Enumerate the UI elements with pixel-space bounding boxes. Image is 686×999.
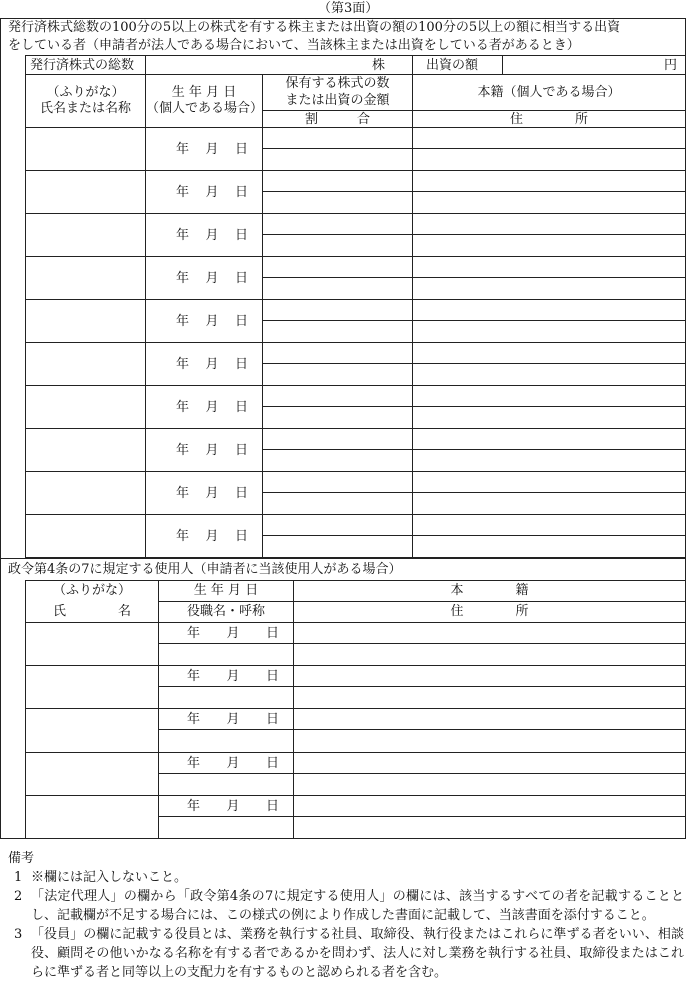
shares-amount-field[interactable] xyxy=(263,386,412,406)
col-dob-note: （個人である場合） xyxy=(146,101,264,116)
domicile-field[interactable] xyxy=(413,429,685,449)
col2-position: 役職名・呼称 xyxy=(186,604,265,619)
col2-domicile: 本 籍 xyxy=(450,583,529,598)
note-number: 3 xyxy=(14,927,23,942)
col-dob: 生 年 月 日 xyxy=(171,85,237,100)
note-item xyxy=(8,925,684,982)
shares-amount-field[interactable] xyxy=(263,472,412,492)
shareholder-name-field[interactable] xyxy=(26,386,145,428)
col-ratio: 割 合 xyxy=(304,112,370,127)
domicile-field[interactable] xyxy=(413,300,685,320)
employee-address-field[interactable] xyxy=(294,644,685,664)
col-address: 住 所 xyxy=(509,112,588,127)
shareholder-dob[interactable]: 年 月 日 xyxy=(176,486,248,501)
shareholder-dob[interactable]: 年 月 日 xyxy=(176,400,248,415)
shares-amount-field[interactable] xyxy=(263,214,412,234)
employee-domicile-field[interactable] xyxy=(294,796,685,816)
shareholder-dob[interactable]: 年 月 日 xyxy=(176,271,248,286)
domicile-field[interactable] xyxy=(413,343,685,363)
employee-dob[interactable]: 年 月 日 xyxy=(187,799,279,814)
ratio-field[interactable] xyxy=(263,192,412,212)
col-domicile: 本籍（個人である場合） xyxy=(477,85,621,100)
shareholder-name-field[interactable] xyxy=(26,128,145,170)
col-furigana: （ふりがな） xyxy=(46,85,125,100)
domicile-field[interactable] xyxy=(413,128,685,148)
employee-position-field[interactable] xyxy=(159,730,293,750)
col-shares-amount: または出資の金額 xyxy=(285,93,390,108)
address-field[interactable] xyxy=(413,149,685,169)
employee-dob[interactable]: 年 月 日 xyxy=(187,756,279,771)
note-number: 2 xyxy=(14,889,23,904)
employee-address-field[interactable] xyxy=(294,730,685,750)
address-field[interactable] xyxy=(413,235,685,255)
page-label: （第3面） xyxy=(318,1,379,16)
note-text: 「法定代理人」の欄から「政令第4条の7に規定する使用人」の欄には、該当するすべての者を記載することとし、記載欄が不足する場合には、この様式の例により作成した書面に記載して、当該書面を添付すること。 xyxy=(31,889,684,923)
ratio-field[interactable] xyxy=(263,364,412,384)
section2-title: 政令第4条の7に規定する使用人（申請者に当該使用人がある場合） xyxy=(8,562,402,577)
address-field[interactable] xyxy=(413,536,685,556)
domicile-field[interactable] xyxy=(413,257,685,277)
shareholder-name-field[interactable] xyxy=(26,214,145,256)
total-shares-label: 発行済株式の総数 xyxy=(30,58,135,73)
shareholder-dob[interactable]: 年 月 日 xyxy=(176,185,248,200)
domicile-field[interactable] xyxy=(413,214,685,234)
col-shares: 保有する株式の数 xyxy=(285,76,390,91)
shareholder-name-field[interactable] xyxy=(26,171,145,213)
shares-amount-field[interactable] xyxy=(263,515,412,535)
ratio-field[interactable] xyxy=(263,278,412,298)
shareholder-name-field[interactable] xyxy=(26,472,145,514)
shareholder-name-field[interactable] xyxy=(26,300,145,342)
employee-domicile-field[interactable] xyxy=(294,623,685,643)
shares-amount-field[interactable] xyxy=(263,343,412,363)
ratio-field[interactable] xyxy=(263,493,412,513)
shareholder-name-field[interactable] xyxy=(26,343,145,385)
shares-amount-field[interactable] xyxy=(263,429,412,449)
shares-amount-field[interactable] xyxy=(263,300,412,320)
shareholder-dob[interactable]: 年 月 日 xyxy=(176,314,248,329)
employee-domicile-field[interactable] xyxy=(294,753,685,773)
shareholder-dob[interactable]: 年 月 日 xyxy=(176,142,248,157)
address-field[interactable] xyxy=(413,493,685,513)
ratio-field[interactable] xyxy=(263,321,412,341)
notes xyxy=(8,849,684,982)
ratio-field[interactable] xyxy=(263,149,412,169)
note-item xyxy=(8,887,684,925)
shareholder-dob[interactable]: 年 月 日 xyxy=(176,357,248,372)
shareholder-dob[interactable]: 年 月 日 xyxy=(176,443,248,458)
employee-dob[interactable]: 年 月 日 xyxy=(187,669,279,684)
address-field[interactable] xyxy=(413,321,685,341)
shareholder-name-field[interactable] xyxy=(26,429,145,471)
yen-unit: 円 xyxy=(664,58,678,73)
address-field[interactable] xyxy=(413,407,685,427)
employee-dob[interactable]: 年 月 日 xyxy=(187,712,279,727)
employee-position-field[interactable] xyxy=(159,644,293,664)
shareholder-name-field[interactable] xyxy=(26,257,145,299)
domicile-field[interactable] xyxy=(413,472,685,492)
shares-amount-field[interactable] xyxy=(263,171,412,191)
domicile-field[interactable] xyxy=(413,515,685,535)
capital-label: 出資の額 xyxy=(426,58,479,73)
shareholder-dob[interactable]: 年 月 日 xyxy=(176,228,248,243)
ratio-field[interactable] xyxy=(263,407,412,427)
employee-position-field[interactable] xyxy=(159,774,293,794)
note-text: ※欄には記入しないこと。 xyxy=(31,870,188,885)
shares-amount-field[interactable] xyxy=(263,128,412,148)
note-item xyxy=(8,868,684,887)
employee-domicile-field[interactable] xyxy=(294,709,685,729)
ratio-field[interactable] xyxy=(263,536,412,556)
capital-field[interactable] xyxy=(503,56,685,74)
section1-title-line1: 発行済株式総数の100分の5以上の株式を有する株主または出資の額の100分の5以上の額に相当する出資 xyxy=(8,20,621,35)
employee-address-field[interactable] xyxy=(294,817,685,837)
shareholder-dob[interactable]: 年 月 日 xyxy=(176,529,248,544)
section1-title-line2: をしている者（申請者が法人である場合において、当該株主または出資をしている者があるとき） xyxy=(8,38,580,53)
ratio-field[interactable] xyxy=(263,450,412,470)
address-field[interactable] xyxy=(413,450,685,470)
employee-domicile-field[interactable] xyxy=(294,666,685,686)
address-field[interactable] xyxy=(413,278,685,298)
address-field[interactable] xyxy=(413,364,685,384)
notes-heading: 備考 xyxy=(8,851,35,866)
employee-name-field[interactable] xyxy=(26,796,158,838)
employee-address-field[interactable] xyxy=(294,774,685,794)
col-name: 氏名または名称 xyxy=(39,101,131,116)
shares-unit: 株 xyxy=(372,58,386,73)
note-number: 1 xyxy=(14,870,23,885)
employee-address-field[interactable] xyxy=(294,687,685,707)
employee-name-field[interactable] xyxy=(26,709,158,752)
col2-dob: 生 年 月 日 xyxy=(193,583,259,598)
employee-position-field[interactable] xyxy=(159,817,293,837)
address-field[interactable] xyxy=(413,192,685,212)
col2-furigana: （ふりがな） xyxy=(52,583,131,598)
col2-name: 氏 名 xyxy=(52,604,131,619)
note-text: 「役員」の欄に記載する役員とは、業務を執行する社員、取締役、執行役またはこれらに準ずる者をいい、相談役、顧問その他いかなる名称を有する者であるかを問わず、法人に対し業務を執行する社員、取締役またはこれらに準ずる者と同等以上の支配力を有するものと認められる者を含む。 xyxy=(31,927,684,980)
domicile-field[interactable] xyxy=(413,386,685,406)
employee-name-field[interactable] xyxy=(26,753,158,795)
ratio-field[interactable] xyxy=(263,235,412,255)
shareholder-name-field[interactable] xyxy=(26,515,145,557)
employee-position-field[interactable] xyxy=(159,687,293,707)
employee-dob[interactable]: 年 月 日 xyxy=(187,626,279,641)
shares-amount-field[interactable] xyxy=(263,257,412,277)
col2-address: 住 所 xyxy=(450,604,529,619)
employee-name-field[interactable] xyxy=(26,623,158,665)
domicile-field[interactable] xyxy=(413,171,685,191)
employee-name-field[interactable] xyxy=(26,666,158,708)
